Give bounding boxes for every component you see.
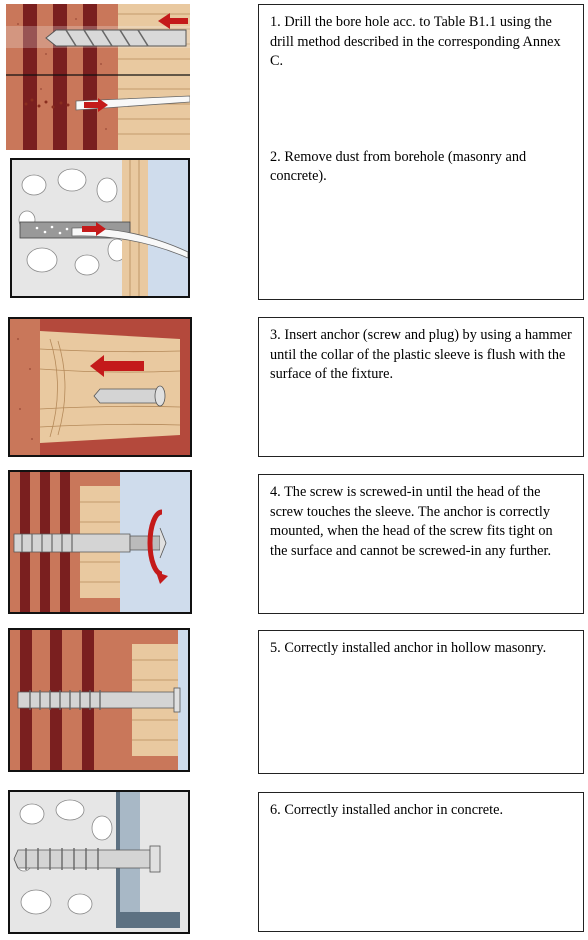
step-6-box — [258, 792, 584, 932]
figure-step-4-screw — [8, 470, 192, 614]
step-4-text: 4. The screw is screwed-in until the head of the screw touches the sleeve. The anchor is correctly mounted, when the head of the screw fits tight on the surface and cannot be screwed-in any further. — [270, 484, 553, 559]
step-2-text: 2. Remove dust from borehole (masonry and concrete). — [270, 148, 527, 184]
figure-step-1-drill — [6, 4, 190, 150]
hammer-insert-icon — [10, 319, 190, 455]
step-5-text: 5. Correctly installed anchor in hollow masonry. — [270, 640, 547, 656]
step-4-box — [258, 474, 584, 614]
step-5-box — [258, 630, 584, 774]
figure-step-5-masonry — [8, 628, 190, 772]
figure-step-2-dust-removal — [10, 158, 190, 298]
figure-step-3-insert — [8, 317, 192, 457]
dust-removal-icon — [12, 160, 188, 296]
step-3-text: 3. Insert anchor (screw and plug) by using a hammer until the collar of the plastic sleeve is flush with the surface of the fixture. — [270, 327, 572, 382]
screw-rotate-icon — [10, 472, 190, 612]
drill-icon — [6, 4, 190, 150]
anchor-concrete-icon — [10, 792, 188, 932]
step-3-box — [258, 317, 584, 457]
step-1-text: 1. Drill the bore hole acc. to Table B1.1 using the drill method described in the corresponding Annex C. — [270, 14, 561, 69]
step-6-text: 6. Correctly installed anchor in concrete. — [270, 802, 504, 818]
figure-step-6-concrete — [8, 790, 190, 934]
anchor-masonry-icon — [10, 630, 188, 770]
step-1-2-box — [258, 4, 584, 300]
